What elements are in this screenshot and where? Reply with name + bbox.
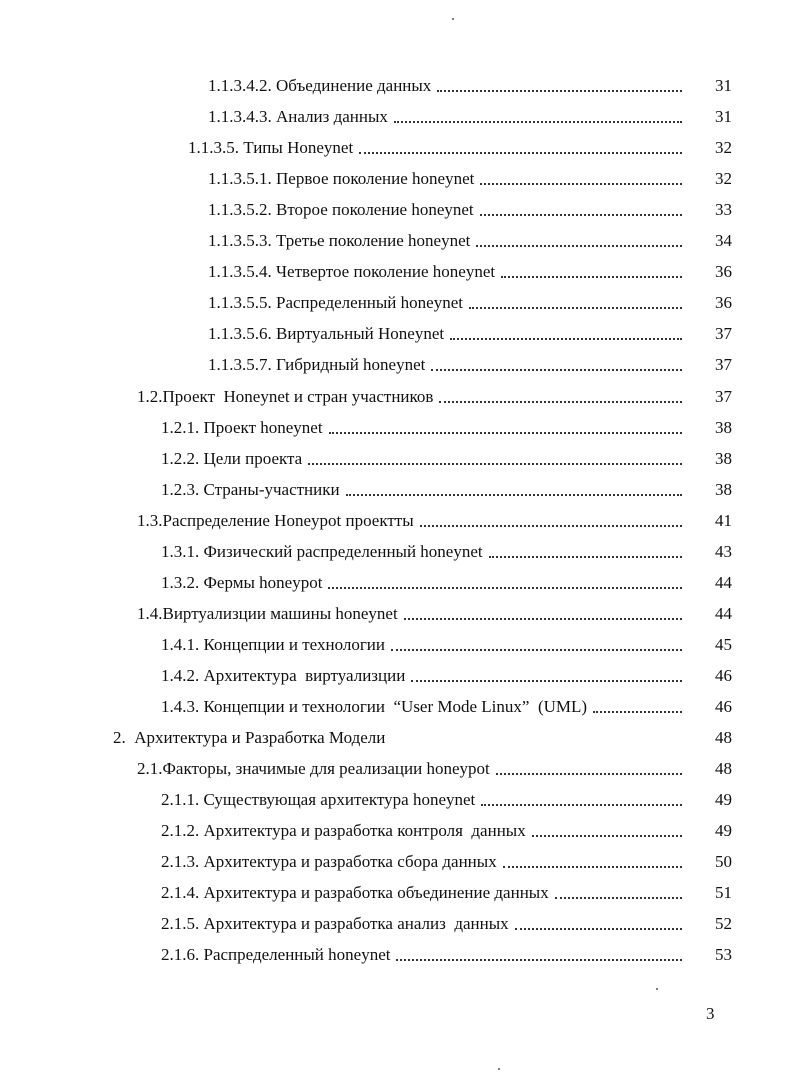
toc-entry-title: 1.4.2. Архитектура виртуализции [161, 665, 406, 685]
toc-entry [208, 196, 732, 220]
toc-entry [161, 693, 732, 717]
toc-entry-page: 32 [715, 169, 732, 189]
toc-entry [161, 631, 732, 655]
toc-entry [161, 538, 732, 562]
toc-entry-page: 32 [715, 138, 732, 158]
toc-entry [137, 600, 732, 624]
toc-entry-title: 1.1.3.4.3. Анализ данных [208, 107, 388, 127]
dot-leader [396, 959, 682, 961]
toc-entry-title: 1.1.3.5.5. Распределенный honeynet [208, 293, 463, 313]
toc-entry [188, 134, 732, 158]
toc-entry [208, 258, 732, 282]
toc-entry-title: 1.2.3. Страны-участники [161, 479, 340, 499]
dot-leader [489, 556, 682, 558]
toc-entry [208, 351, 732, 375]
dot-leader [404, 618, 682, 620]
toc-entry-page: 46 [715, 665, 732, 685]
toc-entry-title: 1.3.2. Фермы honeypot [161, 572, 323, 592]
toc-entry-page: 49 [715, 790, 732, 810]
toc-entry-title: 1.1.3.5.4. Четвертое поколение honeynet [208, 262, 496, 282]
page-number: 3 [706, 1004, 715, 1023]
toc-entry-title: 1.1.3.5.3. Третье поколение honeynet [208, 231, 471, 251]
toc-entry-title: 2.1.2. Архитектура и разработка контроля данных [161, 821, 526, 841]
dot-leader [481, 804, 682, 806]
toc-entry-page: 37 [715, 355, 732, 375]
toc-entry-page: 52 [715, 914, 732, 934]
dot-leader [411, 680, 682, 682]
toc-entry-page: 48 [715, 728, 732, 748]
dot-leader [420, 525, 682, 527]
toc-entry [137, 383, 732, 407]
toc-entry-page: 33 [715, 200, 732, 220]
toc-entry-page: 48 [715, 759, 732, 779]
dot-leader [450, 338, 682, 340]
toc-entry-page: 46 [715, 697, 732, 716]
toc-entry-page: 31 [715, 76, 732, 95]
toc-entry [161, 445, 732, 469]
dot-leader [431, 369, 682, 371]
toc-entry-title: 1.2.2. Цели проекта [161, 448, 303, 468]
dot-leader [532, 835, 682, 837]
toc-entry [208, 320, 732, 344]
toc-entry-title: 2.1.4. Архитектура и разработка объединение данных [161, 883, 549, 903]
dot-leader [555, 897, 682, 899]
toc-entry-title: 1.3.1. Физический распределенный honeynet [161, 541, 483, 561]
dot-leader [437, 90, 682, 92]
toc-entry-title: 1.4.3. Концепции и технологии “User Mode Linux” (UML) [161, 697, 588, 716]
toc-entry [161, 414, 732, 438]
dot-leader [476, 245, 682, 247]
toc-entry [161, 786, 732, 810]
dot-leader [439, 401, 682, 403]
toc-entry-title: 2. Архитектура и Разработка Модели [113, 728, 386, 748]
toc-entry [137, 507, 732, 531]
toc-entry-page: 38 [715, 448, 732, 468]
toc-entry [161, 662, 732, 686]
toc-entry-page: 31 [715, 107, 732, 127]
scan-speck [498, 1068, 500, 1070]
toc-entry-page: 50 [715, 852, 732, 872]
toc-entry-title: 2.1.Факторы, значимые для реализации honeypot [137, 759, 490, 779]
toc-entry-title: 2.1.3. Архитектура и разработка сбора данных [161, 852, 497, 872]
toc-entry [208, 72, 732, 96]
dot-leader [308, 463, 682, 465]
toc-entry-title: 1.2.Проект Honeynet и стран участников [137, 386, 434, 406]
toc-entry-page: 37 [715, 386, 732, 406]
toc-entry-page: 44 [715, 572, 732, 592]
toc-entry [113, 724, 732, 748]
toc-entry-title: 1.1.3.5.2. Второе поколение honeynet [208, 200, 474, 220]
toc-entry-page: 41 [715, 510, 732, 530]
toc-entry-title: 1.4.Виртуализции машины honeynet [137, 603, 398, 623]
toc-entry [161, 569, 732, 593]
toc-entry [208, 227, 732, 251]
toc-entry [208, 103, 732, 127]
dot-leader [503, 866, 682, 868]
toc-entry [161, 879, 732, 903]
toc-entry [208, 289, 732, 313]
toc-entry-page: 38 [715, 417, 732, 437]
toc-entry-title: 1.2.1. Проект honeynet [161, 417, 323, 437]
toc-entry-page: 51 [715, 883, 732, 903]
toc-entry-title: 1.1.3.5.1. Первое поколение honeynet [208, 169, 475, 189]
toc-entry [208, 165, 732, 189]
toc-entry [137, 755, 732, 779]
dot-leader [359, 152, 682, 154]
toc-entry-page: 45 [715, 634, 732, 654]
toc-entry-title: 1.3.Распределение Honeypot проектты [137, 510, 414, 530]
dot-leader [496, 773, 682, 775]
dot-leader [501, 276, 682, 278]
toc-entry-page: 36 [715, 262, 732, 282]
dot-leader [480, 214, 682, 216]
toc-entry [161, 817, 732, 841]
toc-entry [161, 848, 732, 872]
toc-entry [161, 941, 732, 965]
toc-entry-page: 43 [715, 541, 732, 561]
toc-entry-title: 1.1.3.4.2. Объединение данных [208, 76, 432, 95]
scan-speck [656, 988, 658, 990]
toc-entry-title: 1.4.1. Концепции и технологии [161, 634, 385, 654]
dot-leader [480, 183, 682, 185]
toc-entry-page: 53 [715, 945, 732, 965]
toc-entry-page: 37 [715, 324, 732, 344]
dot-leader [391, 649, 682, 651]
toc-entry-page: 49 [715, 821, 732, 841]
dot-leader [329, 432, 682, 434]
toc-entry-title: 2.1.5. Архитектура и разработка анализ данных [161, 914, 509, 934]
toc-entry-title: 2.1.1. Существующая архитектура honeynet [161, 790, 476, 810]
toc-entry-title: 2.1.6. Распределенный honeynet [161, 945, 391, 965]
toc-entry-page: 44 [715, 603, 732, 623]
dot-leader [346, 494, 682, 496]
toc-entry-page: 38 [715, 479, 732, 499]
dot-leader [469, 307, 682, 309]
dot-leader [328, 587, 682, 589]
toc-entry-page: 36 [715, 293, 732, 313]
toc-entry-title: 1.1.3.5.7. Гибридный honeynet [208, 355, 426, 375]
toc-entry-page: 34 [715, 231, 732, 251]
dot-leader [593, 711, 682, 713]
dot-leader [515, 928, 682, 930]
dot-leader [394, 121, 682, 123]
scan-speck [452, 18, 454, 20]
toc-entry-title: 1.1.3.5. Типы Honeynet [188, 138, 354, 158]
toc-entry [161, 910, 732, 934]
toc-entry-title: 1.1.3.5.6. Виртуальный Honeynet [208, 324, 445, 344]
toc-entry [161, 476, 732, 500]
